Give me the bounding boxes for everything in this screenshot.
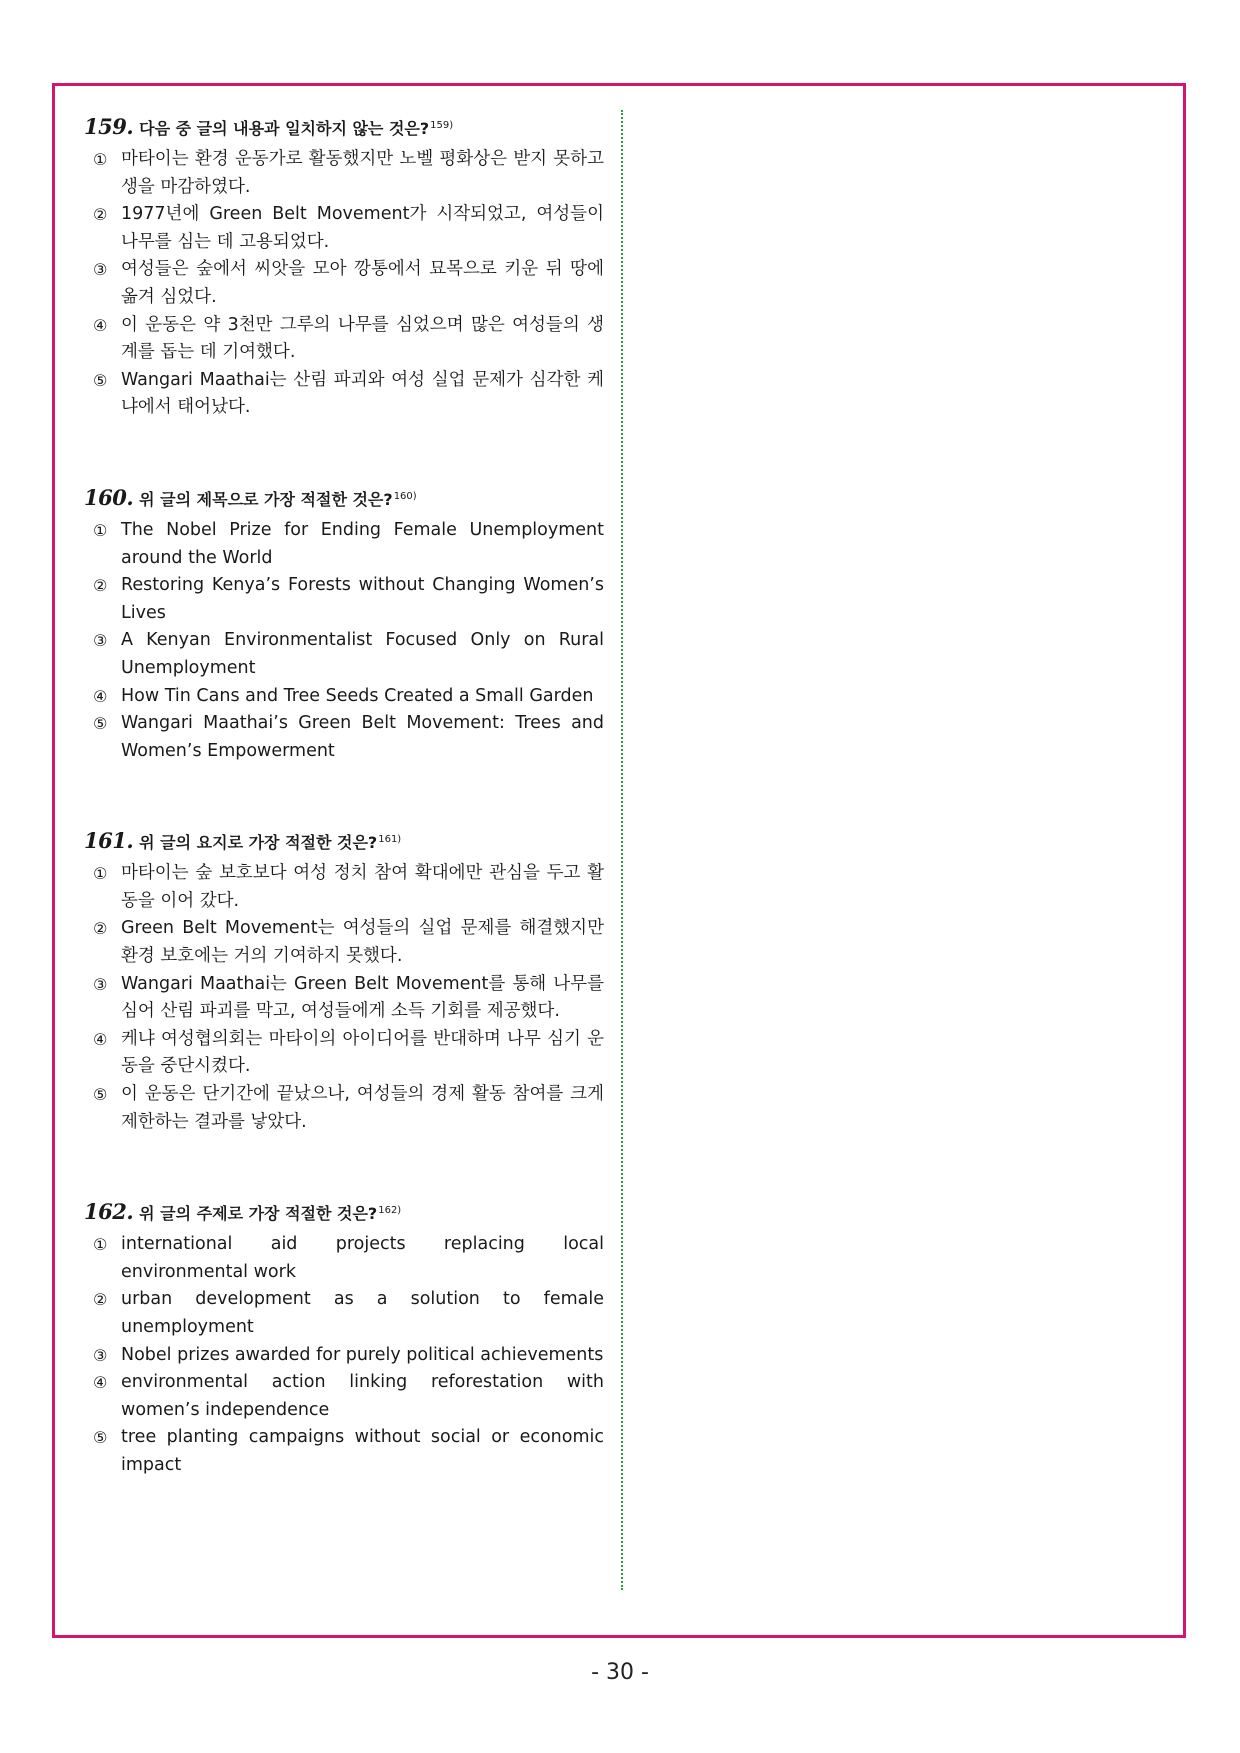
option-4[interactable] [84,1026,604,1081]
option-text: How Tin Cans and Tree Seeds Created a Small Garden [121,685,594,706]
option-list [84,1231,604,1479]
question-162 [84,1200,604,1479]
option-1[interactable] [84,146,604,201]
footnote-ref: 159) [430,120,454,131]
option-mark: ② [93,919,108,939]
question-prompt: 다음 중 글의 내용과 일치하지 않는 것은? [139,119,430,138]
column-divider [621,110,623,1590]
option-mark: ③ [93,1345,108,1365]
option-text: Wangari Maathai는 Green Belt Movement를 통해 나무를 심어 산림 파괴를 막고, 여성들에게 소득 기회를 제공했다. [121,973,604,1022]
footnote-ref: 160) [393,490,417,502]
option-text: tree planting campaigns without social or economic impact [121,1427,604,1475]
question-number: 160. [84,484,134,510]
option-mark: ① [93,520,108,540]
option-2[interactable] [84,201,604,256]
question-header [84,115,604,144]
option-4[interactable] [84,312,604,367]
option-mark: ① [93,1235,108,1255]
question-160 [84,486,604,765]
option-mark: ⑤ [93,714,108,734]
option-5[interactable] [84,1081,604,1136]
page-number: - 30 - [591,1660,649,1685]
option-mark: ⑤ [93,370,108,390]
option-5[interactable] [84,367,604,422]
question-header [84,1200,604,1229]
option-text: 이 운동은 약 3천만 그루의 나무를 심었으며 많은 여성들의 생계를 돕는 데 기여했다. [121,314,604,363]
option-mark: ⑤ [93,1085,108,1105]
option-text: 마타이는 숲 보호보다 여성 정치 참여 확대에만 관심을 두고 활동을 이어 갔다. [121,863,604,911]
option-5[interactable] [84,710,604,765]
option-4[interactable] [84,683,604,711]
question-161 [84,829,604,1136]
option-mark: ④ [93,686,108,706]
option-mark: ① [93,864,108,884]
option-3[interactable] [84,971,604,1026]
question-prompt: 위 글의 제목으로 가장 적절한 것은? [139,489,393,509]
option-list [84,860,604,1136]
option-mark: ② [93,1290,108,1310]
question-prompt: 위 글의 요지로 가장 적절한 것은? [139,833,378,853]
option-text: 케냐 여성협의회는 마타이의 아이디어를 반대하며 나무 심기 운동을 중단시켰다. [121,1028,604,1077]
option-4[interactable] [84,1369,604,1424]
spacer [84,765,604,829]
option-mark: ③ [93,631,108,651]
option-text: Restoring Kenya’s Forests without Changing Women’s Lives [121,575,604,623]
question-column [84,115,604,1480]
option-text: The Nobel Prize for Ending Female Unemployment around the World [121,519,604,568]
question-header [84,829,604,858]
option-text: Green Belt Movement는 여성들의 실업 문제를 해결했지만 환경 보호에는 거의 기여하지 못했다. [121,918,604,967]
question-number: 159. [84,114,134,139]
option-list [84,517,604,765]
option-text: 마타이는 환경 운동가로 활동했지만 노벨 평화상은 받지 못하고 생을 마감하였다. [121,149,604,197]
option-mark: ④ [93,1373,108,1393]
option-text: 이 운동은 단기간에 끝났으나, 여성들의 경제 활동 참여를 크게 제한하는 결과를 낳았다. [121,1084,604,1132]
option-3[interactable] [84,1342,604,1370]
option-mark: ④ [93,315,108,335]
option-1[interactable] [84,517,604,572]
option-3[interactable] [84,256,604,311]
option-mark: ③ [93,974,108,994]
question-number: 161. [84,828,134,854]
option-list [84,146,604,422]
option-text: Nobel prizes awarded for purely political achievements [121,1344,604,1365]
option-text: international aid projects replacing local environmental work [121,1234,604,1282]
question-number: 162. [84,1199,134,1225]
option-2[interactable] [84,572,604,627]
spacer [84,422,604,486]
option-1[interactable] [84,1231,604,1286]
question-header [84,486,604,515]
option-2[interactable] [84,1286,604,1341]
option-text: 1977년에 Green Belt Movement가 시작되었고, 여성들이 나무를 심는 데 고용되었다. [121,204,604,252]
option-2[interactable] [84,915,604,970]
option-text: environmental action linking reforestation with women’s independence [121,1372,604,1420]
footnote-ref: 162) [378,1205,402,1217]
question-prompt: 위 글의 주제로 가장 적절한 것은? [139,1204,378,1224]
option-text: 여성들은 숲에서 씨앗을 모아 깡통에서 묘목으로 키운 뒤 땅에 옮겨 심었다. [121,259,604,307]
option-text: urban development as a solution to female unemployment [121,1289,604,1337]
option-mark: ② [93,205,108,225]
option-mark: ⑤ [93,1428,108,1448]
footnote-ref: 161) [378,834,402,846]
option-text: Wangari Maathai’s Green Belt Movement: Trees and Women’s Empowerment [121,713,604,761]
option-mark: ③ [93,260,108,280]
option-mark: ④ [93,1029,108,1049]
option-text: A Kenyan Environmentalist Focused Only on Rural Unemployment [121,630,604,678]
spacer [84,1136,604,1200]
option-mark: ② [93,576,108,596]
question-159 [84,115,604,422]
option-3[interactable] [84,627,604,682]
option-1[interactable] [84,860,604,915]
option-text: Wangari Maathai는 산림 파괴와 여성 실업 문제가 심각한 케냐에서 태어났다. [121,369,604,418]
option-mark: ① [93,150,108,169]
option-5[interactable] [84,1424,604,1479]
